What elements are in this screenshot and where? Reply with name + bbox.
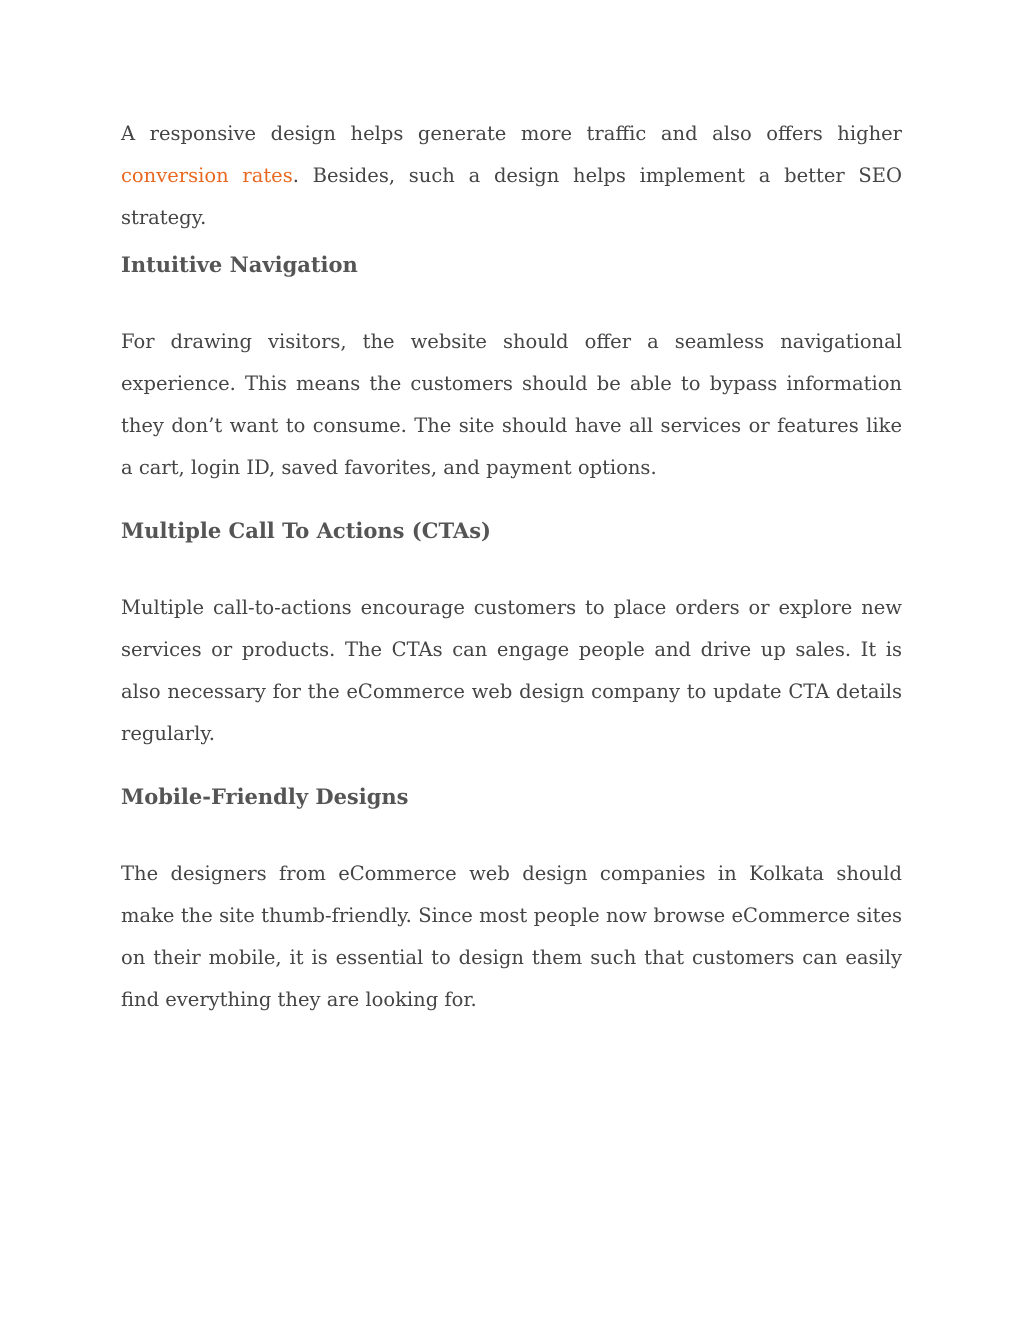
conversion-rates-link[interactable]: conversion rates <box>121 164 293 187</box>
document-page <box>121 113 902 1021</box>
section-body-mobile-friendly: The designers from eCommerce web design companies in Kolkata should make the site thumb-friendly. Since most people now browse eCommerce sites on their mobile, it is essential to design them such that customers can easily find everything they are looking for. <box>121 862 902 1011</box>
intro-paragraph <box>121 113 902 239</box>
section-heading-intuitive-navigation: Intuitive Navigation <box>121 252 358 277</box>
section-heading-mobile-friendly: Mobile-Friendly Designs <box>121 784 409 809</box>
intro-text-before-link: A responsive design helps generate more traffic and also offers higher <box>121 122 902 145</box>
intro-text-after-link: . Besides, such a design helps implement a better SEO strategy. <box>121 164 903 229</box>
section-body-intuitive-navigation: For drawing visitors, the website should offer a seamless navigational experience. This means the customers should be able to bypass information they don’t want to consume. The site should have all services or features like a cart, login ID, saved favorites, and payment options. <box>121 330 902 479</box>
section-body-multiple-ctas: Multiple call-to-actions encourage customers to place orders or explore new services or products. The CTAs can engage people and drive up sales. It is also necessary for the eCommerce web design company to update CTA details regularly. <box>121 596 902 745</box>
section-heading-multiple-ctas: Multiple Call To Actions (CTAs) <box>121 518 491 543</box>
